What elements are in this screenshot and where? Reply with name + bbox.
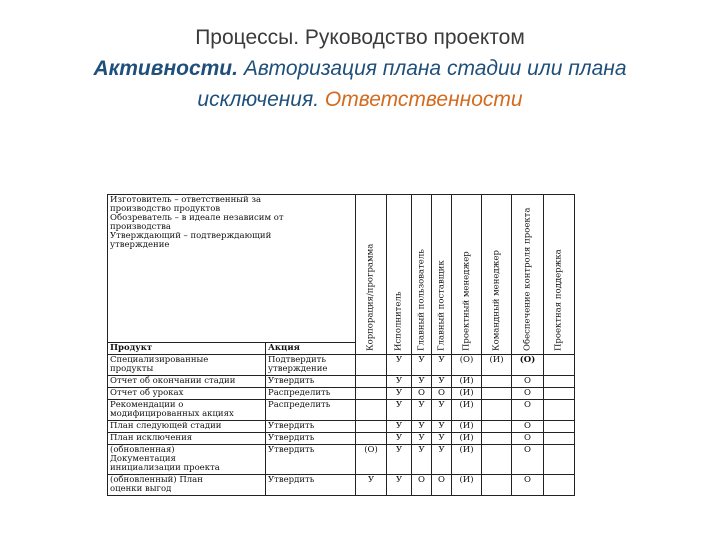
- role-cell: [544, 445, 575, 475]
- product-cell: Специализированные продукты: [108, 355, 266, 376]
- table-row: [108, 388, 575, 400]
- role-cell: (О): [452, 355, 482, 376]
- role-cell: [482, 400, 512, 421]
- role-header: Обеспечение контроля проекта: [512, 195, 544, 355]
- role-cell: У: [356, 475, 387, 496]
- role-cell: [356, 376, 387, 388]
- role-cell: О: [412, 388, 432, 400]
- title-authorization: Авторизация плана стадии или плана: [243, 57, 627, 80]
- role-cell: У: [387, 400, 412, 421]
- product-cell: (обновленная) Документация инициализации проекта: [108, 445, 266, 475]
- role-cell: [544, 475, 575, 496]
- role-cell: (И): [452, 376, 482, 388]
- action-cell: Подтвердить утверждение: [266, 355, 356, 376]
- role-cell: [544, 433, 575, 445]
- role-cell: [356, 355, 387, 376]
- role-cell: У: [387, 355, 412, 376]
- role-cell: О: [512, 400, 544, 421]
- role-cell: О: [512, 433, 544, 445]
- role-definitions: Изготовитель – ответственный за производство продуктов Обозреватель – в идеале независим от производства Утверждающий – подтверждающий утверждение: [108, 195, 356, 343]
- role-header: Главный поставщик: [432, 195, 452, 355]
- role-cell: У: [432, 421, 452, 433]
- table-row: [108, 475, 575, 496]
- role-cell: (О): [512, 355, 544, 376]
- role-cell: О: [412, 475, 432, 496]
- table-row: [108, 433, 575, 445]
- role-cell: У: [387, 376, 412, 388]
- role-cell: [544, 376, 575, 388]
- role-cell: [482, 376, 512, 388]
- role-cell: У: [432, 445, 452, 475]
- role-cell: У: [412, 355, 432, 376]
- role-cell: [544, 355, 575, 376]
- role-cell: [356, 400, 387, 421]
- role-cell: У: [432, 355, 452, 376]
- role-cell: У: [412, 400, 432, 421]
- slide-title-line-2: [0, 55, 720, 82]
- role-cell: У: [412, 445, 432, 475]
- role-cell: О: [512, 421, 544, 433]
- action-cell: Утвердить: [266, 475, 356, 496]
- role-cell: [544, 421, 575, 433]
- column-header-action: Акция: [266, 343, 356, 355]
- role-header: Проектная поддержка: [544, 195, 575, 355]
- action-cell: Утвердить: [266, 445, 356, 475]
- role-cell: О: [512, 388, 544, 400]
- product-cell: План следующей стадии: [108, 421, 266, 433]
- role-cell: [356, 421, 387, 433]
- role-cell: [544, 388, 575, 400]
- table-header-row: [108, 195, 575, 343]
- role-cell: (О): [356, 445, 387, 475]
- role-cell: (И): [452, 388, 482, 400]
- column-header-product: Продукт: [108, 343, 266, 355]
- role-cell: У: [432, 400, 452, 421]
- role-cell: (И): [452, 445, 482, 475]
- product-cell: (обновленный) План оценки выгод: [108, 475, 266, 496]
- role-cell: (И): [452, 475, 482, 496]
- role-cell: У: [387, 421, 412, 433]
- role-cell: [482, 433, 512, 445]
- role-cell: О: [512, 376, 544, 388]
- table-row: [108, 400, 575, 421]
- role-cell: [544, 400, 575, 421]
- role-cell: О: [512, 445, 544, 475]
- role-header: Проектный менеджер: [452, 195, 482, 355]
- product-cell: Отчет об окончании стадии: [108, 376, 266, 388]
- title-exception: исключения.: [197, 88, 320, 111]
- role-cell: [356, 433, 387, 445]
- role-cell: У: [387, 475, 412, 496]
- role-header: Исполнитель: [387, 195, 412, 355]
- product-cell: Отчет об уроках: [108, 388, 266, 400]
- role-cell: [482, 445, 512, 475]
- table-row: [108, 421, 575, 433]
- role-cell: [482, 388, 512, 400]
- role-cell: У: [412, 376, 432, 388]
- role-cell: У: [432, 433, 452, 445]
- slide-title-line-3: [0, 86, 720, 113]
- role-cell: [482, 421, 512, 433]
- action-cell: Утвердить: [266, 433, 356, 445]
- table-row: [108, 376, 575, 388]
- title-processes: Процессы.: [195, 26, 300, 49]
- role-cell: (И): [452, 400, 482, 421]
- role-cell: У: [432, 376, 452, 388]
- action-cell: Распределить: [266, 388, 356, 400]
- role-cell: У: [412, 433, 432, 445]
- role-cell: У: [412, 421, 432, 433]
- table-row: [108, 445, 575, 475]
- role-header: Корпорация/программа: [356, 195, 387, 355]
- action-cell: Распределить: [266, 400, 356, 421]
- table-row: [108, 355, 575, 376]
- title-project-management: Руководство проектом: [304, 26, 525, 49]
- role-cell: У: [387, 445, 412, 475]
- role-cell: (И): [482, 355, 512, 376]
- product-cell: План исключения: [108, 433, 266, 445]
- role-header: Командный менеджер: [482, 195, 512, 355]
- slide-title-line-1: [0, 24, 720, 51]
- title-activities: Активности.: [93, 57, 238, 80]
- role-cell: (И): [452, 433, 482, 445]
- role-cell: (И): [452, 421, 482, 433]
- role-cell: О: [432, 475, 452, 496]
- action-cell: Утвердить: [266, 376, 356, 388]
- title-responsibilities: Ответственности: [324, 88, 523, 111]
- role-cell: О: [512, 475, 544, 496]
- role-cell: [482, 475, 512, 496]
- responsibility-table: [107, 194, 575, 496]
- role-cell: О: [432, 388, 452, 400]
- role-cell: У: [387, 388, 412, 400]
- role-cell: [356, 388, 387, 400]
- action-cell: Утвердить: [266, 421, 356, 433]
- role-header: Главный пользователь: [412, 195, 432, 355]
- product-cell: Рекомендации о модифицированных акциях: [108, 400, 266, 421]
- role-cell: У: [387, 433, 412, 445]
